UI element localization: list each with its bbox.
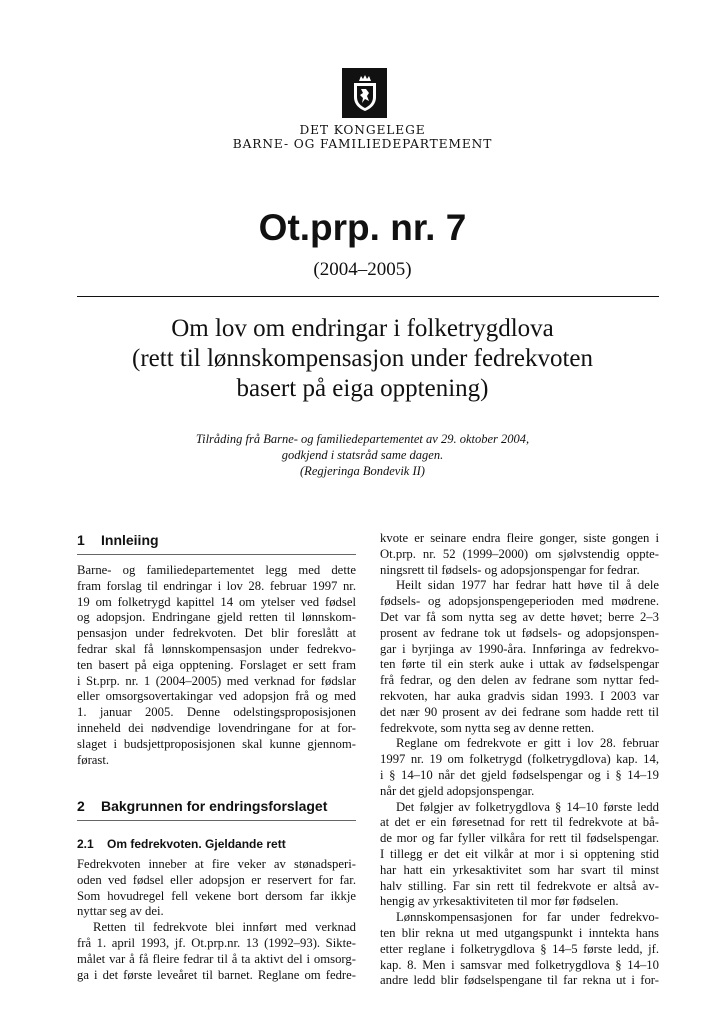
text-line: målet var å få fleire fedrar til å ta aktivt del i omsorg- bbox=[77, 951, 356, 966]
text-line: Reglane om fedrekvote er gitt i lov 28. februar bbox=[396, 736, 659, 751]
text-line: rekvoten, har auka gradvis sidan 1993. I 2003 var bbox=[380, 688, 659, 703]
section-2-1-heading bbox=[77, 837, 356, 853]
title-divider bbox=[77, 296, 659, 297]
ministry-line-2: BARNE- OG FAMILIEDEPARTEMENT bbox=[232, 137, 493, 151]
text-line: Barne- og familiedepartementet legg med dette bbox=[77, 563, 356, 577]
subject-heading bbox=[60, 314, 665, 404]
section-title: Innleiing bbox=[101, 532, 159, 548]
text-line: når det gjeld adopsjonspengar. bbox=[380, 783, 535, 798]
text-line: at det er ein føresetnad for rett til fedrekvote at bå- bbox=[380, 815, 659, 830]
text-line: kap. 8. Men i samsvar med folketrygdlova § 14–10 bbox=[380, 957, 659, 972]
text-line: Ot.prp. nr. 52 (1999–2000) om sjølvstendig oppte- bbox=[380, 546, 659, 561]
section-number: 1 bbox=[77, 532, 85, 548]
text-line: og adopsjon. Endringane gjeld retten til lønnskom- bbox=[77, 610, 356, 625]
text-line: Heilt sidan 1977 har fedrar hatt høve til å dele bbox=[396, 578, 659, 593]
text-line: fødsels- og adopsjonspengeperioden med mødrene. bbox=[380, 594, 659, 609]
text-line: Som hovudregel fell vekene bort dersom far ikkje bbox=[77, 888, 356, 903]
text-line: nyttar seg av dei. bbox=[77, 904, 164, 919]
text-line: har hatt ein yrkesaktivitet som har svart til minst bbox=[380, 862, 659, 877]
text-line: 1997 nr. 19 om folketrygd (folketrygdlova) kap. 14, bbox=[380, 752, 659, 767]
text-line: førast. bbox=[77, 752, 110, 767]
text-line: Fedrekvoten inneber at fire veker av stønadsperi- bbox=[77, 857, 356, 871]
text-line: oden ved fødsel eller adopsjon er reservert for far. bbox=[77, 872, 356, 887]
recommendation-line: (Regjeringa Bondevik II) bbox=[300, 464, 425, 478]
text-line: halv stilling. Far sin rett til fedrekvote er altså av- bbox=[380, 878, 659, 893]
subject-line: basert på eiga opptening) bbox=[236, 375, 489, 402]
recommendation-note bbox=[60, 431, 665, 479]
text-line: frå fedrar, og den delen av fedrane som nyttar fed- bbox=[380, 673, 659, 688]
text-line: gar i byrjinga av 1990-åra. Innføringa av fedrekvo- bbox=[380, 641, 659, 656]
document-title: Ot.prp. nr. 7 bbox=[258, 207, 467, 248]
right-column-body bbox=[380, 531, 659, 989]
section-1-body bbox=[77, 563, 356, 768]
text-line: i St.prp. nr. 1 (2004–2005) med verknad for fødslar bbox=[77, 673, 356, 688]
section-2-1-body bbox=[77, 857, 356, 983]
text-line: ten blir rekna ut med utgangspunkt i inntekta hans bbox=[380, 925, 659, 940]
royal-coat-of-arms-logo bbox=[342, 68, 387, 118]
text-line: de mor og far fyller vilkåra for rett til fødselspengar. bbox=[380, 831, 659, 846]
subject-line: (rett til lønnskompensasjon under fedrekvoten bbox=[132, 345, 593, 372]
text-line: inneheld dei nødvendige lovendringane for at for- bbox=[77, 720, 356, 735]
text-line: fedrar skal få lønnskompensasjon under fedrekvo- bbox=[77, 641, 356, 656]
text-line: Det følgjer av folketrygdlova § 14–10 første ledd bbox=[396, 799, 659, 814]
ministry-line-1: DET KONGELEGE bbox=[299, 123, 426, 137]
text-line: Det var få som nytta seg av dette høvet; berre 2–3 bbox=[380, 609, 659, 624]
text-line: kvote er seinare endra fleire gonger, siste gongen i bbox=[380, 531, 659, 545]
text-line: andre ledd blir fødselspengane til far rekna ut i for- bbox=[380, 973, 659, 988]
subsection-number: 2.1 bbox=[77, 837, 94, 851]
text-line: ningsrett til fødsels- og adopsjonspengar for fedrar. bbox=[380, 562, 640, 577]
text-line: Retten til fedrekvote blei innført med verknad bbox=[93, 920, 356, 935]
text-line: 1. januar 2005. Denne odelstingsproposisjonen bbox=[77, 705, 356, 720]
recommendation-line: godkjend i statsråd same dagen. bbox=[281, 448, 444, 462]
text-line: det nær 90 prosent av dei fedrane som hadde rett til bbox=[380, 704, 659, 719]
section-title: Bakgrunnen for endringsforslaget bbox=[101, 798, 328, 814]
text-line: etter reglane i folketrygdlova § 14–5 første ledd, jf. bbox=[380, 941, 659, 956]
crown-shield-icon bbox=[348, 73, 382, 113]
text-line: slaget i budsjettproposisjonen skal kunne gjennom- bbox=[77, 736, 356, 751]
text-line: ga i det første leveåret til barnet. Reglane om fedre- bbox=[77, 967, 356, 982]
section-number: 2 bbox=[77, 798, 85, 814]
text-line: Lønnskompensasjonen for far under fedrekvo- bbox=[396, 910, 659, 925]
section-1-heading bbox=[77, 533, 356, 555]
text-line: ten basert på eiga opptening. Forslaget er sett fram bbox=[77, 657, 356, 672]
session-year: (2004–2005) bbox=[313, 259, 412, 280]
text-line: pensasjon under fedrekvoten. Det blir foreslått at bbox=[77, 626, 356, 641]
text-line: fram forslag til endringar i lov 28. februar 1997 nr. bbox=[77, 578, 356, 593]
text-line: fedrekvote, som nytta seg av denne retten. bbox=[380, 720, 595, 735]
text-line: hengig av yrkesaktiviteten til mor før fødselen. bbox=[380, 894, 619, 909]
section-2-heading bbox=[77, 799, 356, 821]
subsection-title: Om fedrekvoten. Gjeldande rett bbox=[107, 837, 286, 851]
subject-line: Om lov om endringar i folketrygdlova bbox=[171, 315, 554, 342]
text-line: 19 om folketrygd kapittel 14 om ytelser ved fødsel bbox=[77, 594, 356, 609]
text-line: I tillegg er det eit vilkår at mor i si opptening stid bbox=[380, 846, 659, 861]
text-line: eller omsorgsovertakingar ved adopsjon frå og med bbox=[77, 689, 356, 704]
text-line: ten førte til ein sterk auke i uttak av fødselspengar bbox=[380, 657, 659, 672]
recommendation-line: Tilråding frå Barne- og familiedepartementet av 29. oktober 2004, bbox=[195, 432, 530, 446]
text-line: i § 14–10 når det gjeld fødselspengar og i § 14–19 bbox=[380, 767, 659, 782]
text-line: frå 1. april 1993, jf. Ot.prp.nr. 13 (1992–93). Sikte- bbox=[77, 935, 356, 950]
text-line: prosent av fedrane tok ut fødsels- og adopsjonspen- bbox=[380, 625, 659, 640]
